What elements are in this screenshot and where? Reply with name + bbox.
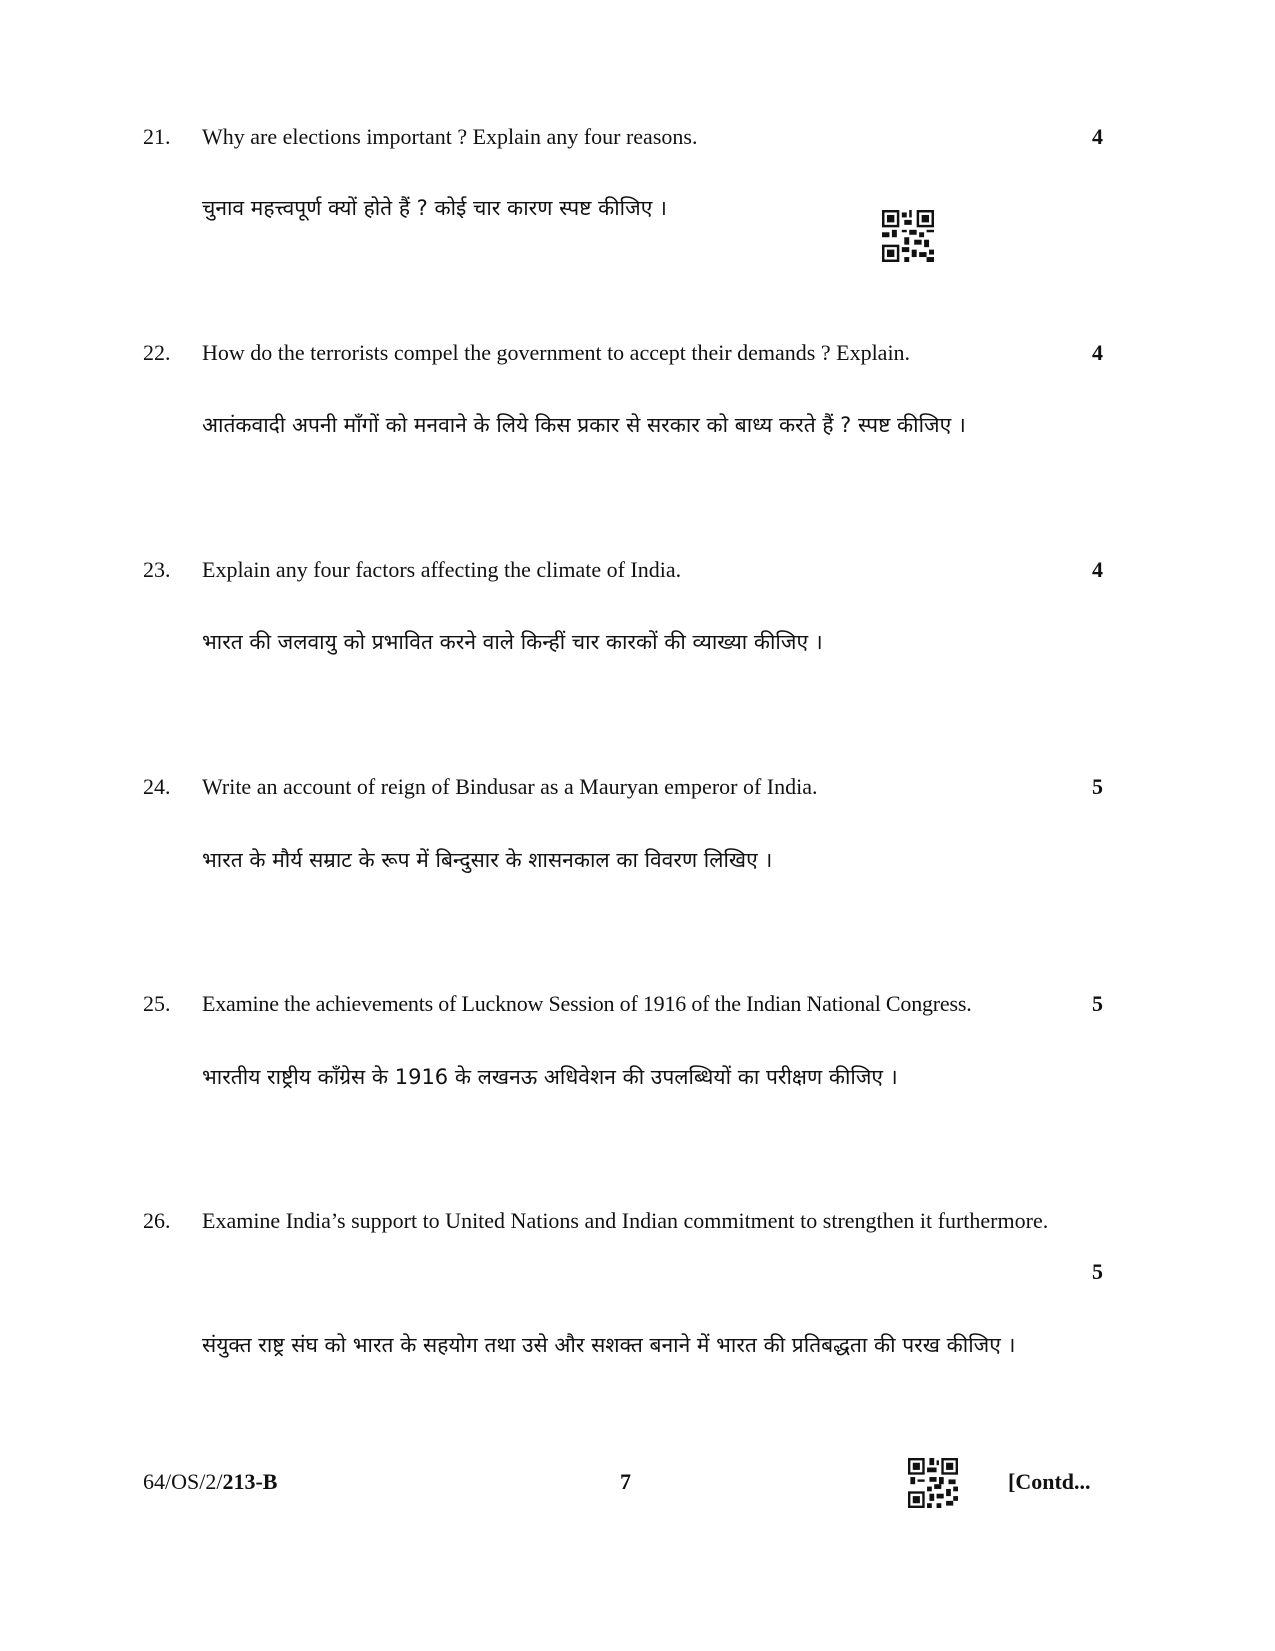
question-marks: 5 <box>1092 774 1103 799</box>
question-number: 26. <box>143 1208 171 1233</box>
question-text-hindi: भारत की जलवायु को प्रभावित करने वाले किन्हीं चार कारकों की व्याख्या कीजिए । <box>202 630 823 654</box>
continued-label: [Contd... <box>1008 1469 1091 1494</box>
paper-code <box>143 1468 277 1496</box>
question-number: 23. <box>143 557 171 582</box>
question-text-english: Why are elections important ? Explain any four reasons. <box>202 124 698 149</box>
qr-code-icon <box>882 210 934 262</box>
question-text-english: Explain any four factors affecting the climate of India. <box>202 557 682 582</box>
question-number: 22. <box>143 340 171 365</box>
page-number: 7 <box>620 1469 631 1494</box>
question-text-english: Examine the achievements of Lucknow Session of 1916 of the Indian National Congress. <box>202 991 972 1016</box>
question-text-english: Examine India’s support to United Nations and Indian commitment to strengthen it furthermore. <box>202 1208 1049 1233</box>
question-text-hindi: आतंकवादी अपनी माँगों को मनवाने के लिये किस प्रकार से सरकार को बाध्य करते हैं ? स्पष्ट कीजिए । <box>202 413 966 437</box>
question-number: 24. <box>143 774 171 799</box>
question-text-english: How do the terrorists compel the government to accept their demands ? Explain. <box>202 340 911 365</box>
footer-qr-code-icon <box>908 1458 958 1508</box>
question-text-english: Write an account of reign of Bindusar as a Mauryan emperor of India. <box>202 774 818 799</box>
paper-code-prefix: 64/OS/2/ <box>143 1469 223 1494</box>
paper-code-suffix: 213-B <box>222 1469 278 1494</box>
question-marks: 4 <box>1092 124 1103 149</box>
question-text-hindi: चुनाव महत्त्वपूर्ण क्यों होते हैं ? कोई चार कारण स्पष्ट कीजिए । <box>202 196 667 220</box>
question-marks: 5 <box>1092 991 1103 1016</box>
question-marks: 4 <box>1092 340 1103 365</box>
question-marks: 5 <box>1092 1259 1103 1284</box>
question-text-hindi: भारतीय राष्ट्रीय काँग्रेस के 1916 के लखनऊ अधिवेशन की उपलब्धियों का परीक्षण कीजिए । <box>202 1065 898 1089</box>
question-number: 25. <box>143 991 171 1016</box>
question-number: 21. <box>143 124 171 149</box>
question-text-hindi: भारत के मौर्य सम्राट के रूप में बिन्दुसार के शासनकाल का विवरण लिखिए । <box>202 848 773 872</box>
question-marks: 4 <box>1092 557 1103 582</box>
question-text-hindi: संयुक्त राष्ट्र संघ को भारत के सहयोग तथा उसे और सशक्त बनाने में भारत की प्रतिबद्धता की परख कीजिए । <box>202 1333 1016 1357</box>
